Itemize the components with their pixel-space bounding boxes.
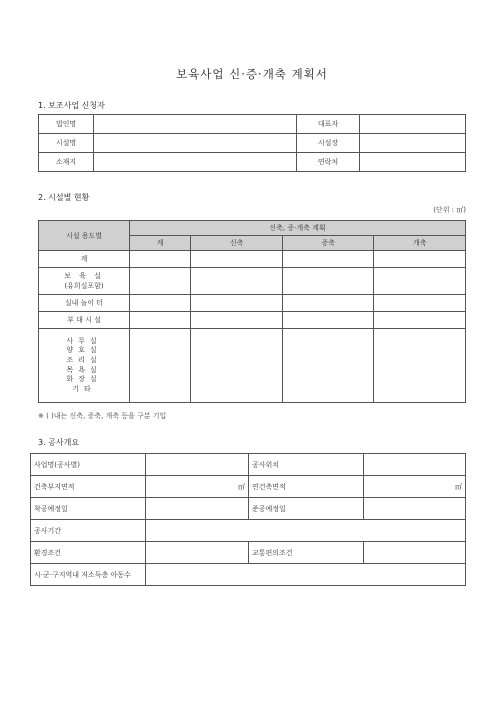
- table-row: [31, 542, 466, 564]
- table-row: [39, 153, 466, 172]
- nursery-label-line2: (유희실포함): [64, 282, 104, 290]
- period-field[interactable]: [146, 520, 466, 542]
- project-name-field[interactable]: [146, 454, 249, 476]
- table-row: [39, 268, 466, 295]
- table-row: [39, 115, 466, 134]
- cell[interactable]: [374, 329, 466, 403]
- table-header-row: [39, 221, 466, 236]
- site-area-unit: ㎡: [238, 482, 245, 491]
- misc-label-office: 사무실: [66, 336, 102, 345]
- floor-area-field[interactable]: [364, 476, 466, 498]
- project-name-label: 사업명(공사별): [31, 454, 146, 476]
- environment-field[interactable]: [146, 542, 249, 564]
- table-row: [39, 329, 466, 403]
- table-row: [31, 454, 466, 476]
- use-header: 시설 용도별: [39, 221, 130, 251]
- cell[interactable]: [191, 295, 283, 312]
- col-rebuild-header: 개축: [374, 236, 466, 251]
- row-indoor-label: 실내 놀이 터: [39, 295, 130, 312]
- col-extension-header: 증축: [282, 236, 374, 251]
- floor-area-label: 연건축면적: [249, 476, 364, 498]
- completion-date-label: 준공예정일: [249, 498, 364, 520]
- period-label: 공사기간: [31, 520, 146, 542]
- col-total-header: 계: [130, 236, 191, 251]
- site-area-field[interactable]: [146, 476, 249, 498]
- misc-label-bathroom: 목욕실: [66, 365, 102, 374]
- completion-date-field[interactable]: [364, 498, 466, 520]
- contact-field[interactable]: [360, 153, 466, 172]
- table-note: ※ ( )내는 신축, 증축, 개축 등을 구분 기입: [38, 412, 167, 420]
- document-title: 보육사업 신·증·개축 계획서: [176, 67, 328, 81]
- nursery-label-line1: 보 육 실: [64, 272, 104, 280]
- environment-label: 환경조건: [31, 542, 146, 564]
- address-label: 소재지: [39, 153, 94, 172]
- section3-heading: 3. 공사개요: [38, 438, 80, 447]
- applicant-table: [38, 114, 466, 172]
- misc-label-kitchen: 조리실: [66, 355, 102, 364]
- start-date-field[interactable]: [146, 498, 249, 520]
- cell[interactable]: [191, 312, 283, 329]
- low-income-children-label: 시·군·구지역내 저소득층 아동수: [31, 564, 146, 586]
- table-row: [31, 564, 466, 586]
- facility-name-label: 시설명: [39, 134, 94, 153]
- col-new-header: 신축: [191, 236, 283, 251]
- cell[interactable]: [374, 295, 466, 312]
- misc-label-toilet: 화장실: [66, 375, 102, 384]
- table-row: [39, 312, 466, 329]
- cell[interactable]: [282, 329, 374, 403]
- row-misc-labels: [39, 329, 130, 403]
- table-row: [31, 520, 466, 542]
- site-location-field[interactable]: [364, 454, 466, 476]
- cell[interactable]: [374, 251, 466, 268]
- plan-header: 신축, 증·개축 계획: [130, 221, 466, 236]
- cell[interactable]: [191, 329, 283, 403]
- site-area-label: 건축부지면적: [31, 476, 146, 498]
- misc-label-infirmary: 양호실: [66, 346, 102, 355]
- section1-heading: 1. 보조사업 신청자: [38, 101, 105, 110]
- cell[interactable]: [374, 268, 466, 295]
- corp-name-label: 법인명: [39, 115, 94, 134]
- table-row: [39, 251, 466, 268]
- table-row: [39, 134, 466, 153]
- cell[interactable]: [282, 312, 374, 329]
- floor-area-unit: ㎡: [455, 482, 462, 491]
- cell[interactable]: [282, 251, 374, 268]
- facility-name-field[interactable]: [94, 134, 297, 153]
- table-row: [31, 498, 466, 520]
- facility-head-field[interactable]: [360, 134, 466, 153]
- construction-overview-table: [30, 453, 466, 586]
- cell[interactable]: [374, 312, 466, 329]
- low-income-children-field[interactable]: [146, 564, 466, 586]
- misc-label-etc: 기타: [72, 384, 96, 393]
- transport-label: 교통편의조건: [249, 542, 364, 564]
- row-total-label: 계: [39, 251, 130, 268]
- cell[interactable]: [130, 295, 191, 312]
- cell[interactable]: [282, 295, 374, 312]
- start-date-label: 착공예정일: [31, 498, 146, 520]
- row-nursery-label: [39, 268, 130, 295]
- representative-field[interactable]: [360, 115, 466, 134]
- cell[interactable]: [130, 329, 191, 403]
- transport-field[interactable]: [364, 542, 466, 564]
- cell[interactable]: [130, 312, 191, 329]
- facility-head-label: 시설장: [297, 134, 360, 153]
- cell[interactable]: [191, 268, 283, 295]
- address-field[interactable]: [94, 153, 297, 172]
- cell[interactable]: [130, 251, 191, 268]
- row-aux-label: 부 대 시 설: [39, 312, 130, 329]
- contact-label: 연락처: [297, 153, 360, 172]
- unit-label: (단위 : ㎡): [433, 206, 466, 214]
- site-location-label: 공사위치: [249, 454, 364, 476]
- cell[interactable]: [191, 251, 283, 268]
- representative-label: 대표자: [297, 115, 360, 134]
- corp-name-field[interactable]: [94, 115, 297, 134]
- cell[interactable]: [130, 268, 191, 295]
- facility-status-table: [38, 220, 466, 403]
- table-row: [31, 476, 466, 498]
- section2-heading: 2. 시설별 현황: [38, 193, 90, 202]
- table-row: [39, 295, 466, 312]
- cell[interactable]: [282, 268, 374, 295]
